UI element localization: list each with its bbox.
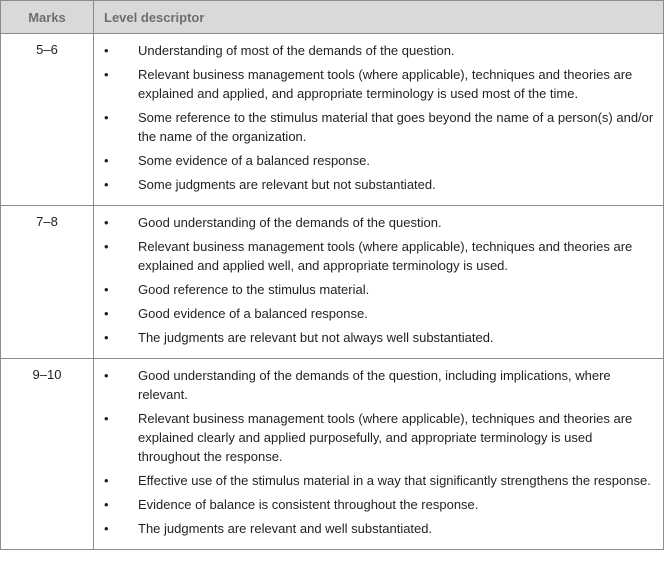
bullet-icon: •	[104, 177, 109, 192]
descriptor-text: The judgments are relevant and well substantiated.	[138, 521, 433, 536]
list-item	[94, 65, 655, 103]
list-item	[94, 328, 655, 347]
list-item	[94, 213, 655, 232]
bullet-icon: •	[104, 282, 109, 297]
list-item	[94, 409, 655, 466]
bullet-icon: •	[104, 43, 109, 58]
list-item	[94, 175, 655, 194]
descriptor-text: Good understanding of the demands of the question, including implications, where relevant.	[138, 368, 611, 402]
list-item	[94, 108, 655, 146]
descriptor-text: Some evidence of a balanced response.	[138, 153, 370, 168]
bullet-icon: •	[104, 110, 109, 125]
table-row	[1, 34, 664, 206]
descriptor-text: Effective use of the stimulus material in a way that significantly strengthens the response.	[138, 473, 651, 488]
bullet-icon: •	[104, 239, 109, 254]
marks-cell: 5–6	[1, 34, 94, 206]
descriptor-cell	[94, 359, 664, 550]
bullet-icon: •	[104, 215, 109, 230]
descriptor-text: Understanding of most of the demands of the question.	[138, 43, 455, 58]
marks-column-header: Marks	[1, 1, 94, 34]
table-row	[1, 206, 664, 359]
bullet-icon: •	[104, 67, 109, 82]
list-item	[94, 41, 655, 60]
descriptor-text: Relevant business management tools (where applicable), techniques and theories are explained and applied well, and appropriate terminology is used.	[138, 239, 633, 273]
bullet-icon: •	[104, 497, 109, 512]
descriptor-text: Relevant business management tools (where applicable), techniques and theories are explained and applied, and appropriate terminology is used most of the time.	[138, 67, 633, 101]
descriptor-text: Some judgments are relevant but not substantiated.	[138, 177, 436, 192]
descriptor-text: Good evidence of a balanced response.	[138, 306, 368, 321]
list-item	[94, 495, 655, 514]
marks-cell: 7–8	[1, 206, 94, 359]
descriptor-text: Good understanding of the demands of the question.	[138, 215, 442, 230]
descriptor-text: Evidence of balance is consistent throughout the response.	[138, 497, 479, 512]
marks-cell: 9–10	[1, 359, 94, 550]
bullet-icon: •	[104, 411, 109, 426]
list-item	[94, 519, 655, 538]
bullet-icon: •	[104, 153, 109, 168]
list-item	[94, 151, 655, 170]
list-item	[94, 304, 655, 323]
descriptor-text: The judgments are relevant but not always well substantiated.	[138, 330, 494, 345]
bullet-icon: •	[104, 521, 109, 536]
list-item	[94, 280, 655, 299]
list-item	[94, 366, 655, 404]
descriptor-text: Some reference to the stimulus material that goes beyond the name of a person(s) and/or the name of the organization.	[138, 110, 654, 144]
bullet-icon: •	[104, 306, 109, 321]
bullet-icon: •	[104, 330, 109, 345]
list-item	[94, 471, 655, 490]
table-row	[1, 359, 664, 550]
list-item	[94, 237, 655, 275]
descriptor-cell	[94, 206, 664, 359]
header-row	[1, 1, 664, 34]
descriptor-cell	[94, 34, 664, 206]
bullet-icon: •	[104, 473, 109, 488]
descriptor-column-header: Level descriptor	[94, 1, 664, 34]
descriptor-text: Relevant business management tools (where applicable), techniques and theories are explained clearly and applied purposefully, and appropriate terminology is used throughout the response.	[138, 411, 633, 464]
descriptor-list	[94, 366, 655, 538]
descriptor-list	[94, 41, 655, 194]
descriptor-text: Good reference to the stimulus material.	[138, 282, 370, 297]
bullet-icon: •	[104, 368, 109, 383]
descriptor-list	[94, 213, 655, 347]
